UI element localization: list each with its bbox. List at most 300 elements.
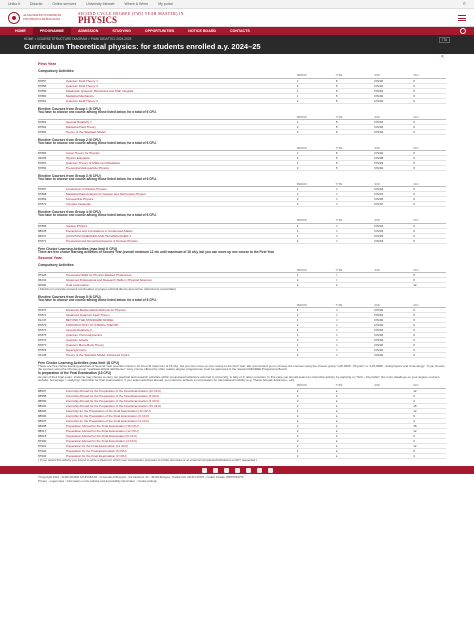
course-cfu: 6	[413, 233, 446, 238]
course-type: B	[336, 83, 375, 88]
col-period: PERIOD	[297, 303, 336, 307]
course-ssd: FIS/02	[374, 124, 413, 129]
course-type: C	[336, 327, 375, 332]
course-period: 2	[297, 322, 336, 327]
course-cfu: 12	[413, 408, 446, 413]
facebook-icon[interactable]	[202, 468, 207, 473]
course-period: 2	[297, 408, 336, 413]
col-type: TYPE	[336, 183, 375, 187]
free-choice-title: Free Choice Learning Activities (max limit 18 CFU)	[38, 360, 120, 365]
course-name[interactable]: General Relativity 1	[66, 119, 297, 124]
col-period: PERIOD	[297, 183, 336, 187]
course-name[interactable]: Preparation Abroad for the Final Examination (12 CFU)	[66, 428, 297, 433]
share-icon[interactable]: <	[441, 53, 444, 60]
col-type: TYPE	[336, 384, 375, 388]
course-ssd: FIS/02	[374, 312, 413, 317]
course-period: 2	[297, 418, 336, 423]
first-year-heading: First Year	[38, 61, 57, 66]
course-code: 87901	[38, 443, 66, 448]
course-ssd: FIS/02	[374, 327, 413, 332]
courses-table-group2	[38, 147, 446, 172]
course-period: 2	[297, 129, 336, 134]
col-cfu: CFU	[413, 384, 446, 388]
prep-title: In preparation of the Final Examination (15 CFU)	[38, 371, 111, 376]
course-period: 2	[297, 352, 336, 357]
course-cfu: 6	[413, 327, 446, 332]
group-note: You have to choose one course among those listed below, for a total of 6 CFU.	[38, 213, 157, 218]
course-cfu: 6	[413, 88, 446, 93]
course-code: 87878	[38, 347, 66, 352]
table-row	[38, 238, 446, 243]
course-cfu: 6	[413, 192, 446, 197]
degree-name: PHYSICS	[78, 14, 118, 25]
topbar-link-online-services[interactable]: Online services	[52, 2, 77, 6]
course-code: 87873	[38, 322, 66, 327]
course-name[interactable]: Theoretical Skills for Physics-Related Professions	[66, 272, 297, 277]
course-code: 88599	[38, 398, 66, 403]
course-period: 2	[297, 197, 336, 202]
course-name[interactable]: Theoretical and Numerical Aspects of Nuclear Physics	[66, 238, 297, 243]
course-name[interactable]: Preparation for the Final Examination (3 CFU)	[66, 453, 297, 458]
course-code: 88607	[38, 418, 66, 423]
course-period: 2	[297, 83, 336, 88]
col-ssd: SSD	[374, 115, 413, 119]
col-type: TYPE	[336, 74, 375, 78]
course-code: 81247	[38, 317, 66, 322]
course-code: 87861	[38, 98, 66, 103]
course-period: 2	[297, 433, 336, 438]
course-type: B	[336, 98, 375, 103]
course-cfu: 6	[413, 312, 446, 317]
course-cfu: 15	[413, 403, 446, 408]
course-cfu: 6	[413, 342, 446, 347]
course-name[interactable]: BEYOND THE STANDARD MODEL	[66, 317, 297, 322]
section-title: Compulsory Activities	[38, 263, 74, 268]
course-code: 87928	[38, 272, 66, 277]
course-type: B	[336, 119, 375, 124]
table-row	[38, 202, 446, 207]
course-name[interactable]: Preparation Abroad for the Final Examination (6 CFU)	[66, 433, 297, 438]
topbar-link-didactic[interactable]: Didactic	[29, 2, 43, 6]
group-title: Elective Courses from Group 2 (6 CFU)	[38, 137, 101, 142]
course-name[interactable]: Internship for the Preparation of the Final Examination (3 CFU)	[66, 418, 297, 423]
course-type: B	[336, 93, 375, 98]
course-ssd: FIS/02	[374, 119, 413, 124]
courses-table-fy-compulsory	[38, 74, 446, 104]
course-period: 2	[297, 192, 336, 197]
col-period: PERIOD	[297, 384, 336, 388]
course-cfu: 6	[413, 187, 446, 192]
course-type: E	[336, 448, 375, 453]
course-period: 2	[297, 156, 336, 161]
course-name[interactable]: General Relativity 2	[66, 327, 297, 332]
course-cfu: 6	[413, 307, 446, 312]
course-name[interactable]: Group Theory for Physics	[66, 151, 297, 156]
course-cfu: 3	[413, 438, 446, 443]
course-cfu: 6	[413, 413, 446, 418]
course-name[interactable]: Internship Abroad for the Preparation of the Final Examination (15 CFU)	[66, 403, 297, 408]
col-type: TYPE	[336, 219, 375, 223]
course-ssd: FIS/03	[374, 161, 413, 166]
course-ssd: FIS/03	[374, 233, 413, 238]
group-title: Elective Courses from Group 1 (6 CFU)	[38, 106, 101, 111]
seal-icon	[8, 12, 20, 24]
course-type: B	[336, 166, 375, 171]
telegram-icon[interactable]	[257, 468, 262, 473]
group-note: You have to choose one course among those listed below, for a total of 6 CFU.	[38, 109, 157, 114]
course-name[interactable]: Preparation Abroad for the Final Examination (15 CFU)	[66, 423, 297, 428]
course-code: 87876	[38, 337, 66, 342]
course-ssd: FIS/02	[374, 342, 413, 347]
course-ssd: FIS/04	[374, 238, 413, 243]
courses-table-group5	[38, 303, 446, 358]
course-type: C	[336, 347, 375, 352]
col-ssd: SSD	[374, 384, 413, 388]
course-cfu: 12	[413, 282, 446, 287]
nav-studying[interactable]: STUDYING	[112, 29, 131, 33]
course-ssd: FIS/04	[374, 187, 413, 192]
nav-home[interactable]: HOME	[15, 29, 26, 33]
table-row	[38, 98, 446, 103]
courses-table-group3	[38, 183, 446, 208]
course-type: E	[336, 388, 375, 393]
youtube-icon[interactable]	[224, 468, 229, 473]
top-utility-bar	[0, 0, 474, 9]
course-period: 2	[297, 448, 336, 453]
course-period: 2	[297, 388, 336, 393]
course-cfu: 3	[413, 398, 446, 403]
course-cfu: 6	[413, 352, 446, 357]
course-period: 1	[297, 327, 336, 332]
course-name[interactable]: Internship Abroad for the Preparation of the Final Examination (12 CFU)	[66, 388, 297, 393]
course-code: 88600	[38, 403, 66, 408]
course-name[interactable]: Supersymmetry	[66, 347, 297, 352]
course-period: 2	[297, 166, 336, 171]
course-name[interactable]: INTRODUCTION TO STRING THEORY	[66, 322, 297, 327]
course-code: 87858	[38, 83, 66, 88]
course-period: 1	[297, 151, 336, 156]
nav-programme[interactable]: PROGRAMME	[33, 27, 71, 35]
course-type: E	[336, 403, 375, 408]
col-ssd: SSD	[374, 74, 413, 78]
group-note: You have to choose one course among those listed below, for a total of 6 CFU.	[38, 297, 157, 302]
nav-contacts[interactable]: CONTACTS	[230, 29, 250, 33]
course-cfu: 6	[413, 347, 446, 352]
course-period: 2	[297, 438, 336, 443]
footer-copyright: ©Copyright 2024 - ALMA MATER STUDIORUM - Università di Bologna - Via Zamboni, 33 - 40126 Bologna - Partita IVA: 01131710376 - Codice Fiscale: 80007010376	[38, 475, 244, 480]
course-code: 87863	[38, 119, 66, 124]
language-toggle[interactable]: ITA	[439, 37, 450, 43]
course-name[interactable]: Nuclear Physics	[66, 223, 297, 228]
course-name[interactable]: Statistical Mechanics	[66, 93, 297, 98]
table-row	[38, 129, 446, 134]
course-type: E	[336, 433, 375, 438]
course-name[interactable]: Astroparticle Physics	[66, 197, 297, 202]
course-name[interactable]: Preparation for the Final Examination (12 CFU)	[66, 443, 297, 448]
course-cfu: 6	[413, 78, 446, 83]
col-ssd: SSD	[374, 183, 413, 187]
free-choice-title: Free Choice Learning Activities (max limit 6 CFU)	[38, 246, 118, 251]
course-type: C	[336, 332, 375, 337]
twitter-icon[interactable]	[213, 468, 218, 473]
course-code: 87865	[38, 223, 66, 228]
topbar-link-my-portal[interactable]: My portal	[158, 2, 173, 6]
course-name[interactable]: Quantum Theory of Matter and Radiation	[66, 161, 297, 166]
course-type: C	[336, 187, 375, 192]
col-cfu: CFU	[413, 115, 446, 119]
table-row	[38, 166, 446, 171]
course-name[interactable]: Interactions and Correlations in Condensed Matter	[66, 228, 297, 233]
course-name[interactable]: Internship for the Preparation of the Final Examination (6 CFU)	[66, 413, 297, 418]
course-code: 87874	[38, 327, 66, 332]
course-cfu: 12	[413, 388, 446, 393]
course-cfu: 6	[413, 129, 446, 134]
col-cfu: CFU	[413, 147, 446, 151]
course-period: 1	[297, 223, 336, 228]
course-code: 87862	[38, 124, 66, 129]
course-cfu: 6	[413, 322, 446, 327]
course-cfu: 6	[413, 166, 446, 171]
prep-note: As part of their final exam, students may choose to carry out practical and research activities within companies/institutions external to University, in Italy or in other countries. In this case you should select an internship activity, by applying on "SOL - Internship" (for more details go on your degree course's website: homepage > studying> internship for final examination). If you select activities abroad, you intend to achieve a computation for International mobility (e.g. Thesis Abroad, Erasmus+, etc).	[38, 374, 440, 383]
course-period: 1	[297, 233, 336, 238]
course-type: C	[336, 342, 375, 347]
course-name[interactable]: Quantum Field Theory 1	[66, 78, 297, 83]
course-ssd: FIS/02	[374, 332, 413, 337]
course-type: E	[336, 418, 375, 423]
courses-table-prep	[38, 384, 446, 459]
course-code: 87864	[38, 129, 66, 134]
col-type: TYPE	[336, 268, 375, 272]
course-code: 87871	[38, 312, 66, 317]
course-ssd	[374, 282, 413, 287]
university-logo[interactable]	[8, 12, 72, 24]
col-period: PERIOD	[297, 268, 336, 272]
course-cfu: 12	[413, 443, 446, 448]
nav-notice-board[interactable]: NOTICE BOARD	[188, 29, 217, 33]
course-code: 92605	[38, 156, 66, 161]
course-ssd: FIS/02	[374, 166, 413, 171]
footer-links[interactable]: Privacy - Legal notes - Information on the website and accessibility information - Cookie settings	[38, 478, 157, 483]
course-name[interactable]: Theoretical Astroparticle Physics	[66, 166, 297, 171]
course-cfu: 6	[413, 332, 446, 337]
course-name[interactable]: QUANTUM SCIENCES AND TECHNOLOGIES 1	[66, 233, 297, 238]
course-ssd: FIS/02	[374, 151, 413, 156]
course-code: 87871	[38, 238, 66, 243]
topbar-link-where-when[interactable]: Where & When	[124, 2, 149, 6]
col-ssd: SSD	[374, 219, 413, 223]
course-period: 2	[297, 453, 336, 458]
course-period: 2	[297, 413, 336, 418]
tiktok-icon[interactable]	[268, 468, 273, 473]
course-ssd: FIS/02	[374, 78, 413, 83]
course-period: 2	[297, 98, 336, 103]
course-type: E	[336, 443, 375, 448]
course-cfu: 6	[413, 393, 446, 398]
course-ssd: FIS/07	[374, 202, 413, 207]
col-ssd: SSD	[374, 268, 413, 272]
course-cfu: 6	[413, 277, 446, 282]
course-cfu: 6	[413, 238, 446, 243]
course-name[interactable]: Quantum Many-Body Theory	[66, 342, 297, 347]
course-type: B	[336, 88, 375, 93]
site-footer	[0, 474, 474, 485]
topbar-link-unibo[interactable]: Unibo.it	[8, 2, 20, 6]
course-ssd: FIS/02	[374, 347, 413, 352]
course-cfu: 6	[413, 98, 446, 103]
course-name[interactable]: Quantum Gravity	[66, 337, 297, 342]
instagram-icon[interactable]	[235, 468, 240, 473]
course-name[interactable]: Internship Abroad for the Preparation of the Final Examination (6 CFU)	[66, 393, 297, 398]
course-name[interactable]: Statistical Data Analysis for Nuclear and Subnuclear Physics	[66, 192, 297, 197]
second-year-heading: Second Year	[38, 255, 62, 261]
course-code: 87877	[38, 342, 66, 347]
degree-subtitle: SECOND CYCLE DEGREE (TWO YEAR MASTER) IN	[78, 10, 184, 16]
course-period: 1	[297, 332, 336, 337]
free-choice-note: There are free choice learning activities of Second Year (overall minimum 12 cfu until maximum of 18 cfu), but you can move up one course to the First Year	[38, 249, 275, 254]
course-name[interactable]: Physics Education	[66, 156, 297, 161]
col-period: PERIOD	[297, 147, 336, 151]
course-period: 1	[297, 307, 336, 312]
course-name[interactable]: Relativistic Quantum Mechanics and Path Integrals	[66, 88, 297, 93]
course-ssd: FIS/03	[374, 228, 413, 233]
course-cfu: 6	[413, 317, 446, 322]
course-name[interactable]: Advanced Mathematical Methods for Physics	[66, 307, 297, 312]
course-code: 88035	[38, 228, 66, 233]
course-name[interactable]: Preparation for the Final Examination (6 CFU)	[66, 448, 297, 453]
course-name[interactable]: Advanced Quantum Field Theory	[66, 312, 297, 317]
course-type: B	[336, 129, 375, 134]
course-type: F	[336, 272, 375, 277]
course-ssd: FIS/02	[374, 88, 413, 93]
course-code: 88598	[38, 393, 66, 398]
course-code: 87902	[38, 448, 66, 453]
col-type: TYPE	[336, 303, 375, 307]
main-content	[0, 54, 474, 462]
course-period: 2	[297, 238, 336, 243]
course-cfu: 6	[413, 337, 446, 342]
course-name[interactable]: Internship for the Preparation of the Final Examination (12 CFU)	[66, 408, 297, 413]
course-type: C	[336, 307, 375, 312]
topbar-link-intranet[interactable]: University Intranet	[86, 2, 115, 6]
course-ssd	[374, 453, 413, 458]
course-type: C	[336, 223, 375, 228]
breadcrumb[interactable]: HOME > COURSE STRUCTURE DIAGRAM > PIANI DIDATTICI 2024-2025	[24, 37, 132, 41]
col-type: TYPE	[336, 147, 375, 151]
course-type: E	[336, 282, 375, 287]
course-name[interactable]: Quantum Field Theory 3	[66, 98, 297, 103]
course-type: C	[336, 202, 375, 207]
course-period: 1	[297, 317, 336, 322]
course-period: 2	[297, 403, 336, 408]
course-code: 87869	[38, 197, 66, 202]
course-type: C	[336, 337, 375, 342]
course-period: 1	[297, 347, 336, 352]
course-code: 87859	[38, 88, 66, 93]
course-code: 87870	[38, 202, 66, 207]
course-period: 2	[297, 124, 336, 129]
course-cfu: 6	[413, 93, 446, 98]
social-bar	[0, 466, 474, 474]
course-type: C	[336, 352, 375, 357]
nav-opportunities[interactable]: OPPORTUNITIES	[144, 29, 175, 33]
course-name[interactable]: Introduction to Particle Physics	[66, 187, 297, 192]
course-ssd: FIS/08	[374, 156, 413, 161]
course-ssd: FIS/02	[374, 129, 413, 134]
course-ssd: FIS/02	[374, 83, 413, 88]
course-period: 2	[297, 282, 336, 287]
course-cfu: 6	[413, 433, 446, 438]
course-name[interactable]: Preparation Abroad for the Final Examination (3 CFU)	[66, 438, 297, 443]
course-name[interactable]: Advanced Professional and Research Skills in Physical Sciences	[66, 277, 297, 282]
course-cfu: 6	[413, 197, 446, 202]
language-switch[interactable]: IT	[462, 2, 466, 6]
courses-table-sy-compulsory	[38, 268, 446, 288]
course-code: 87866	[38, 151, 66, 156]
col-type: TYPE	[336, 115, 375, 119]
course-period: 1	[297, 228, 336, 233]
courses-table-group4	[38, 219, 446, 244]
group-title: Elective Courses from Group 3 (6 CFU)	[38, 174, 101, 179]
course-name[interactable]: Quantum Field Theory 2	[66, 83, 297, 88]
course-name[interactable]: Complex Networks	[66, 202, 297, 207]
course-type: E	[336, 408, 375, 413]
course-cfu: 6	[413, 228, 446, 233]
course-type: B	[336, 161, 375, 166]
course-ssd: FIS/02	[374, 337, 413, 342]
course-type: B	[336, 151, 375, 156]
course-name[interactable]: Theory of the Standard Model: Advanced Topics	[66, 352, 297, 357]
col-period: PERIOD	[297, 74, 336, 78]
course-name[interactable]: Final examination	[66, 282, 297, 287]
nav-admission[interactable]: ADMISSION	[77, 29, 99, 33]
course-ssd: FIS/02	[374, 98, 413, 103]
course-type: C	[336, 322, 375, 327]
section-title: Compulsory Activities	[38, 69, 74, 73]
course-name[interactable]: Internship Abroad for the Preparation of the Final Examination (3 CFU)	[66, 398, 297, 403]
course-period: 1	[297, 342, 336, 347]
final-exam-note: ( Attività non previste presenti continuativo al gruppo (Attività libere) al percorso dell'esterno concordato)	[38, 286, 176, 291]
course-code: 95232	[38, 277, 66, 282]
col-cfu: CFU	[413, 183, 446, 187]
course-code: 86547	[38, 233, 66, 238]
course-name[interactable]: Quantum Chromodynamics	[66, 332, 297, 337]
course-period: 2	[297, 428, 336, 433]
course-period: 1	[297, 78, 336, 83]
course-code: 93138	[38, 352, 66, 357]
linkedin-icon[interactable]	[246, 468, 251, 473]
hamburger-menu-icon[interactable]	[458, 15, 466, 21]
course-name[interactable]: Statistical Field Theory	[66, 124, 297, 129]
course-type: F	[336, 277, 375, 282]
degree-title[interactable]	[78, 11, 184, 25]
course-cfu: 6	[413, 156, 446, 161]
course-period: 2	[297, 277, 336, 282]
group-title: Elective Courses from Group 4 (6 CFU)	[38, 210, 101, 215]
logo-text: ALMA MATER STUDIORUM UNIVERSITÀ DI BOLOGNA	[23, 13, 62, 21]
search-icon[interactable]	[460, 28, 466, 34]
course-cfu: 6	[413, 202, 446, 207]
course-period: 1	[297, 93, 336, 98]
course-type: C	[336, 233, 375, 238]
course-name[interactable]: Theory of the Standard Model	[66, 129, 297, 134]
col-period: PERIOD	[297, 219, 336, 223]
course-type: C	[336, 317, 375, 322]
course-period: 1	[297, 161, 336, 166]
course-code: 88608	[38, 423, 66, 428]
course-ssd: FIS/01	[374, 192, 413, 197]
course-code: 87854	[38, 166, 66, 171]
course-cfu: 6	[413, 151, 446, 156]
